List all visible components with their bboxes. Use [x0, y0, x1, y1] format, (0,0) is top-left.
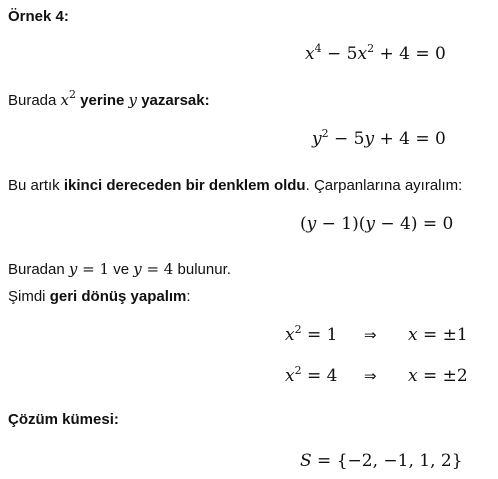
example-heading: Örnek 4: [8, 8, 69, 25]
solution-label: Çözüm kümesi: [8, 411, 119, 428]
roots-text: Buradan y = 1 ve y = 4 bulunur. [8, 260, 231, 278]
quadratic-text: Bu artık ikinci dereceden bir denklem oldu. Çarpanlarına ayıralım: [8, 177, 463, 194]
equation-case-2: $x^2 = 4$ ⇒ x = ±2 [285, 364, 468, 386]
equation-substituted: $y^2 - 5y + 4 = 0$ [312, 127, 446, 149]
implies-arrow-icon: ⇒ [364, 326, 377, 344]
equation-case-1: $x^2 = 1$ ⇒ x = ±1 [285, 323, 468, 345]
equation-original: $x^4 - 5x^2 + 4 = 0$ [305, 42, 446, 64]
implies-arrow-icon: ⇒ [364, 367, 377, 385]
back-substitution-text: Şimdi geri dönüş yapalım: [8, 288, 191, 305]
solution-set: S = {−2, −1, 1, 2} [300, 451, 463, 471]
substitution-text: Burada $x^2$ yerine y yazarsak: [8, 88, 210, 109]
equation-factored: (y − 1)(y − 4) = 0 [300, 214, 454, 234]
